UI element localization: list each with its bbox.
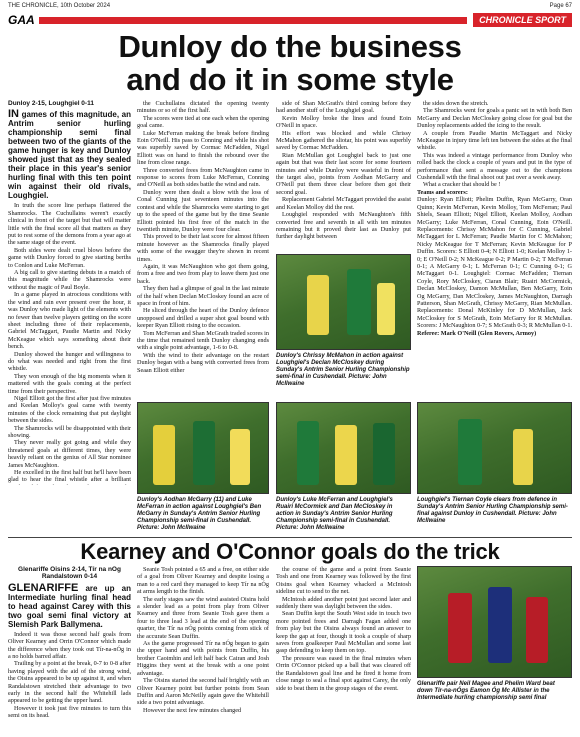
paragraph: Seanie Tosh pointed a 65 and a free, on either side of a goal from Oliver Kearney and despite losing a man to a red card they managed to keep Tír na nÓg at arms length to the finish. [137, 566, 269, 596]
paragraph: Sean Duffin kept the South West side in touch two more pointed frees and Darragh Fagan added one from play but the Oisins always found an answer to keep the gap at four, though it took a couple of sharp saves from goalkeeper Paul McMullan and some last gasp defending to keep them on top. [276, 610, 411, 655]
photo-mcferran-mccormick [276, 402, 411, 494]
paragraph: The scores were tied at one each when the opening goal came. [137, 114, 269, 130]
story2-intro-text: are up an Intermediate hurling final head to head against Carey with this two goal semi final victory at Slemish Park Ballymena. [8, 583, 131, 629]
paragraph: Again, it was McNaughton who got them going, from a free and two from play to leave them just one back. [137, 262, 269, 285]
paragraph: However the next few minutes changed [143, 706, 242, 714]
headline-kearney: Kearney and O'Connor goals do the trick [80, 539, 500, 564]
paragraph: Trailing by a point at the break, 0-7 to 0-8 after having played with the aid of the strong wind, the Oisins appeared to be up against it, and when Randalstown stretched their advantage to two early in the second half the Whitehill lads appeared to be getting the upper hand. [8, 660, 131, 705]
paragraph: Luke McFerran making the break before finding Eoin O'Neill. His pass to Conning and while his shot was superbly saved by Cormac McFadden, Nigel Elliott was on hand to finish the rebound over the line from close range. [137, 129, 269, 167]
paragraph: Loughgiel responded with McNaughton's fifth converted free and seventh in all with ten minutes remaining but it proved their last as Dunloy put further daylight between [276, 211, 411, 241]
headline-dunloy [8, 30, 572, 96]
player-figure [153, 425, 175, 485]
masthead [8, 13, 572, 27]
score-line: Dunloy 2-15, Loughgiel 0-11 [8, 100, 94, 107]
player-figure [448, 593, 472, 663]
paragraph: Nigel Elliott got the first after just five minutes and Keelan Molloy's goal came with twenty minutes of the clock remaining that put daylight between the sides. [8, 394, 131, 425]
photo-glenariffe [417, 566, 572, 678]
paragraph: Kevin Molloy broke the lines and found Eoin O'Neill in space. [276, 114, 411, 130]
story2-intro-drop: GLENARIFFE [8, 581, 79, 594]
photo-mcmahon [276, 254, 411, 350]
player-figure [513, 429, 533, 485]
paragraph: This proved to be their last score for almost fifteen minute however as the Shamrocks finally played with some of the swagger they're shown in recent times. [137, 233, 269, 263]
paragraph: He excelled in the first half but he'll have been glad to hear the final whistle after a brilliant [8, 469, 131, 484]
player-figure [458, 419, 482, 485]
caption-glenariffe: Glenariffe pair Neil Magee and Phelim Ward beat down Tír-na-nÓgs Eamon Óg Mc Allister in the Intermediate hurling championship semi final [417, 681, 555, 701]
paragraph: Both sides were dealt cruel blows before the game with Dunloy forced to give starting berths to Conlon and Luke McFerran. [8, 246, 131, 269]
story2-column-2 [137, 566, 269, 732]
paragraph: In truth the score line perhaps flattered the Shamrocks. The Cuchullains weren't exactly clinical in front of the target but that will matter little with the final score all that matters as they put to rest some of the demons from a year ago at the same stage of the event. [8, 202, 131, 247]
paragraph: Replacement Gabriel McTaggart provided the assist and Keelan Molloy did the rest. [276, 196, 411, 211]
caption-mcferran-mccormick: Dunloy's Luke McFerran and Loughgiel's Ruairi McCormick and Dan McCloskey in action in Sunday's Antrim Senior Hurling Championship semi-final in Cushendall. Picture: John McIlwaine [276, 497, 393, 531]
paragraph: the sides down the stretch. [423, 100, 489, 107]
caption-mcgarry-mcferran: Dunloy's Aodhan McGarry (11) and Luke McFerran in action against Loughgiel's Ben McGarry in Sunday's Antrim Senior Hurling Championship semi-final in Cushendall. Picture: John McIlwaine [137, 497, 262, 531]
story2-intro [8, 581, 131, 629]
player-figure [526, 597, 548, 663]
story2-score [8, 566, 131, 581]
paragraph: He sliced through the heart of the Dunloy defence unopposed and drilled a super shot goal bound with keeper Ryan Elliott rising to the occasion. [137, 307, 269, 330]
photo-coyle [417, 402, 572, 494]
caption-mcmahon: Dunloy's Chrissy McMahon in action against Loughgiel's Declan McCloskey during Sunday's Antrim Senior Hurling Championship semi-final in Cushendall. Picture: John McIlwaine [276, 353, 410, 387]
paragraph: The Oisins started the second half brightly with an Oliver Kearney point but further points from Sean Duffin and Aaron McNeilly again gave the Whitehill side a two point advantage. [137, 677, 269, 707]
paragraph: His effort was blocked and while Chrissy McMahon gathered the sliotar, his point was superbly saved by Cormac McFadden. [276, 129, 411, 152]
referee-line: Referee: Mark O'Neill (Glen Rovers, Armoy) [417, 329, 537, 337]
paragraph: Indeed it was those second half goals from Oliver Kearney and Orrin O'Connor which made the difference when they took out Tír-na-nÓg in a no holds barred affair. [8, 630, 131, 661]
intro-text: games of this magnitude, an Antrim senior hurling championship semi final between two of the giants of the game hunger is key and Dunloy showed just that as they sealed their place in this year's senior hurling final with this ten point win against their old rivals, Loughgiel. [8, 110, 131, 201]
page-number: Page 67 [549, 3, 572, 9]
teams-heading: Teams and scorers: [417, 188, 468, 196]
story-divider [8, 537, 572, 538]
intro-drop: IN [8, 108, 19, 121]
paragraph: In a game played in atrocious conditions with the wind and rain ever present over the hour, it was Dunloy who made light of the elements with no fewer than twelve players getting on the score sheet including three of their replacements, Gabriel McTaggart, Paudie Martin and Nicky McKeague which says something about their bench. [8, 291, 131, 351]
paragraph: However it took just five minutes to turn this semi on its head. [8, 704, 131, 720]
paragraph: They never really got going and while they threatened goals at different times, they were heavily reliant on the genius of All Star nominee James McNaughton. [8, 439, 131, 469]
paragraph: A big call to give starting debuts in a match of this magnitude while the Shamrocks were without the magic of Paul Boyle. [8, 269, 131, 291]
story1-column-2 [137, 100, 269, 400]
paragraph: With the wind to their advantage on the restart Dunloy began with a bang with converted frees from Seaan Elliott either [137, 351, 269, 374]
paragraph: They won enough of the big moments when it mattered with the goals coming at the perfect time from their perspective. [8, 372, 131, 395]
photo-mcgarry-mcferran [137, 402, 269, 494]
publication-date: THE CHRONICLE, 10th October 2024 [8, 3, 111, 9]
paragraph: The early stages saw the wind assisted Oisins hold a slender lead as a point from play from Oliver Kearney and three from Seanie Tosh gave them a four to three lead 3 lead at the end of the opening quarter, the Tír na nÓg points coming from stick of the accurate Sean Duffin. [137, 595, 269, 640]
headline-line-1: Dunloy do the business [118, 29, 462, 64]
teams-list: Dunloy: Ryan Elliott; Phelim Duffin, Ryan McGarry, Oran Quinn; Kevin McFerran, Kevin Molloy, Tom McFerran; Paul Shiels, Seaan Elliott; Nigel Elliott, Keelan Molloy, Aodhan McGarry; Luke McFerran, Conal Cunning, Eoin O'Neill. Replacements: Chrissy McMahon for C Cunning, Gabriel McTaggart for L McFerran; Paudie Martin for C McMahon; Nicky McKeague for T McFerran; Kevin McKeague for P Duffin. Scorers: S Elliott 0-4; N Elliott 1-0; Keelan Molloy 1-0; E O'Neill 0-2; N McKeague 0-2; P Martin 0-2; T McFerran 0-1; A McGarry 0-1; L McFerran 0-1; C Cunning 0-1; G McTaggart 0-1. Loughgiel: Cormac McFadden; Tiernan Coyle, Rory McCloskey, Ciaran Blair; Ruairi McCormick, Declan McCloskey, Damon McMullan, Ben McGarry, Eoin Og McGarry, Dan McCloskey, James McNaughton, Darragh Patterson, Shan McGrath, Chrissy McGarry, Rian McMullan. Replacements: Donal McKinley for D McMullan, Jack McCloskey for S McGrath, Eoin McGarry for R McMullan. Scorers: J McNaughton 0-7; S McGrath 0-3; R McMullan 0-1. [417, 196, 572, 330]
paragraph: What a cracker that should be ! [423, 181, 501, 189]
paragraph: side of Shan McGrath's third coming before they had another stuff of the Loughgiel goal. [276, 100, 411, 115]
player-figure [297, 421, 319, 485]
paragraph: The Shamrocks went for goals a panic set in with both Ben McGarry and Declan McCloskey going close for goal but the Dunloy replacements added the icing to the result. [417, 107, 572, 130]
red-rule [39, 17, 467, 24]
story1-column-4 [417, 100, 572, 395]
player-figure [373, 423, 395, 485]
paragraph: the Cuchullains dictated the opening twenty minutes or so of the first half. [137, 100, 269, 115]
player-figure [193, 421, 215, 485]
paragraph: the course of the game and a point from Seanie Tosh and one from Kearney was followed by the first Oisins goal when Kearney whacked a McIntosh sideline cut to send to the net. [276, 566, 411, 596]
player-figure [377, 283, 395, 335]
paragraph: As the game progressed Tír na nÓg began to gain the upper hand and with points from Duffin, his brother Caoimhin and left half back Cairan and Josh Higgins they went at the break with a one point advantage. [137, 640, 269, 677]
player-figure [488, 587, 512, 663]
story2-column-3 [276, 566, 411, 732]
paragraph: Dunloy were then dealt a blow with the loss of Conal Cunning just seventeen minutes into the contest and while the Shamrocks were starting to get up to the speed of the game but by the time Seanie Elliott pointed his first free of the match in the twentieth minute, Dunloy were four clear. [137, 188, 269, 233]
paragraph: McIntosh added another point just second later and suddenly there was daylight between the sides. [276, 595, 411, 611]
section-tag: CHRONICLE SPORT [473, 13, 572, 27]
paragraph: The pressure was eased in the final minutes when Orrin O'Connor picked up a ball that was cleared off the Randalstown goal line and he fired it home from close range to seal a final spot against Carey, the only side to beat them in the group stages of the event. [276, 654, 411, 692]
story1-column-3 [276, 100, 411, 250]
paragraph: The Shamrocks will be disappointed with their showing. [8, 424, 131, 439]
headline-line-2: and do it in some style [126, 62, 454, 97]
paragraph: Tom McFerran and Shan McGrath traded scores in the time that remained tenth Dunloy changing ends with a single point advantage, 1-6 to 0-8. [137, 329, 269, 352]
player-figure [307, 275, 329, 335]
player-figure [335, 425, 357, 485]
player-figure [347, 269, 371, 335]
story2-score-line-1: Glenariffe Oisins 2-14, Tír na nÓg [18, 566, 121, 573]
paragraph: They then had a glimpse of goal in the last minute of the half when Declan McCloskey found an acre of space in front of him. [137, 285, 269, 307]
page-header [8, 3, 572, 12]
paragraph: This was indeed a vintage performance from Dunloy who rolled back the clock a couple of years and put in the type of performance that sent a message out to the champions Cushendall with the final shoot out just over a week away. [417, 151, 572, 182]
story1-column-1 [8, 100, 131, 485]
story2-column-1 [8, 566, 131, 732]
paragraph: Dunloy showed the hunger and willingness to do what was needed and right from the first whistle. [8, 350, 131, 373]
player-figure [230, 429, 250, 485]
intro-paragraph [8, 110, 131, 200]
paragraph: Rian McMullan got Loughgiel back to just one again but that was their last score for some fourteen minutes and while Dunloy were wasteful in front of the target also, points from Aodhan McGarry and O'Neill put them three clear before then got their second goal. [276, 151, 411, 196]
caption-coyle: Loughgiel's Tiernan Coyle clears from defence in Sunday's Antrim Senior Hurling Championship semi-final against Dunloy in Cushendall. Picture: John McIlwaine [417, 497, 568, 524]
gaa-logo: GAA [8, 13, 35, 27]
paragraph: A couple from Paudie Martin McTaggart and Nicky McKeague in injury time left ten between the sides at the final whistle. [417, 129, 572, 152]
paragraph: Three converted frees from McNaughton came in response to scores from Luke McFerran, Conning and O'Neill as both sides battle the wind and rain. [137, 166, 269, 189]
story2-score-line-2: Randalstown 0-14 [41, 573, 98, 581]
